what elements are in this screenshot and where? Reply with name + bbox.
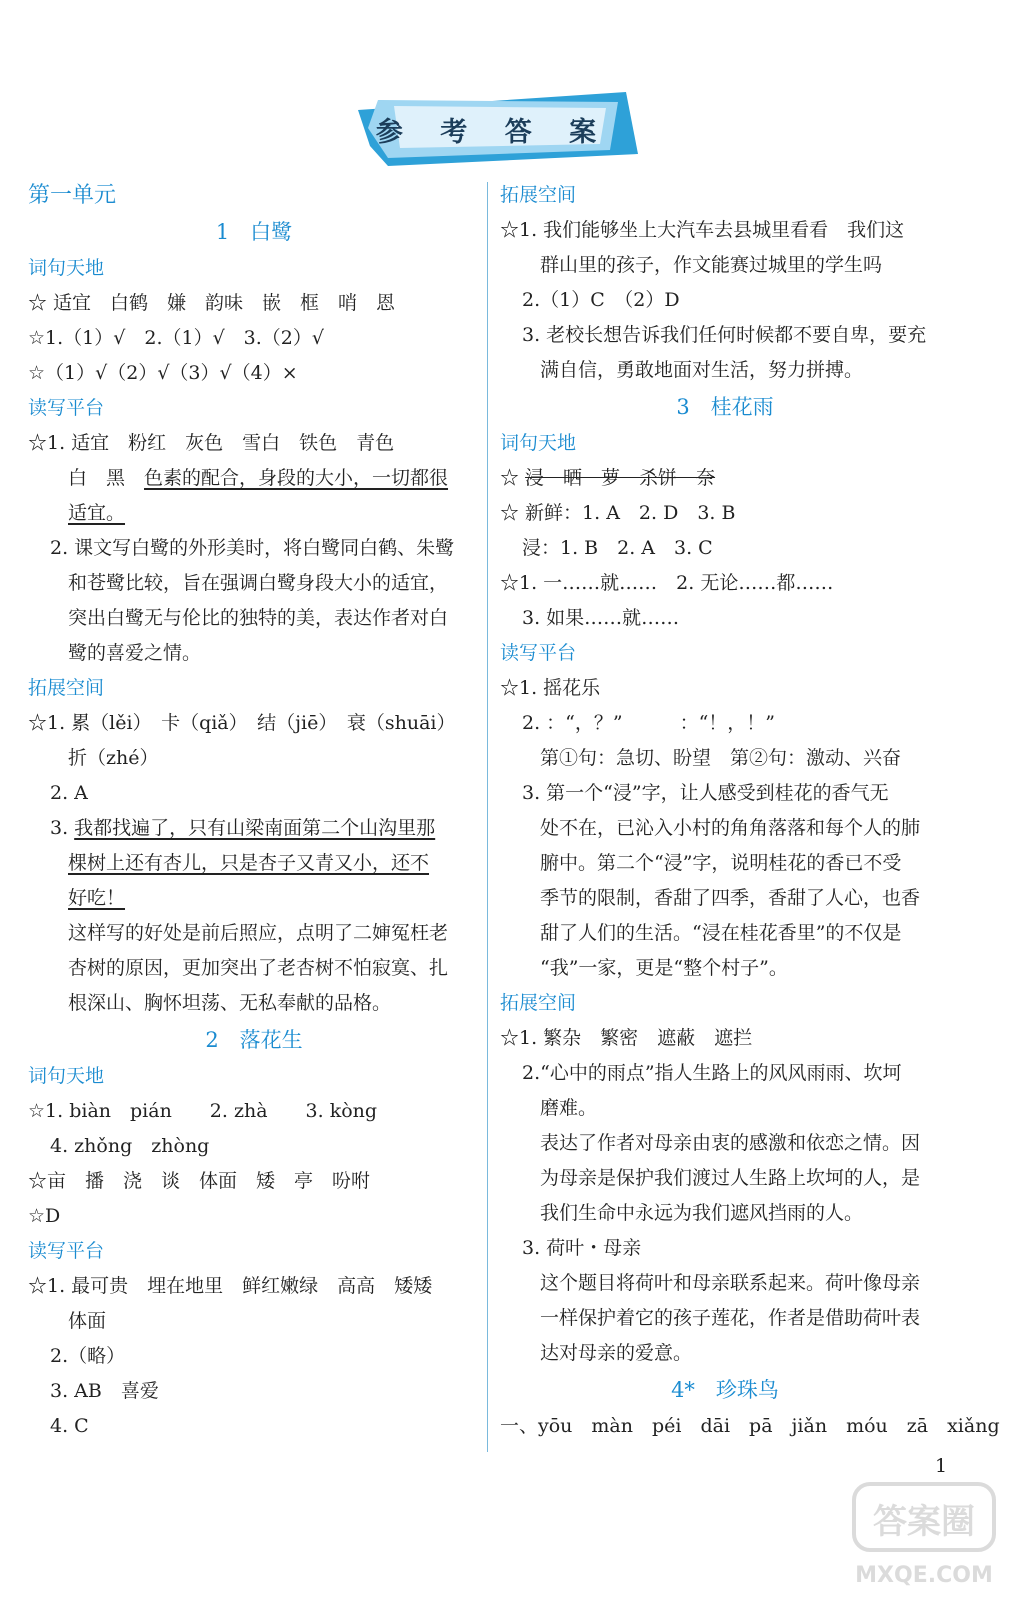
answer-line (500, 1126, 950, 1161)
answer-text: 2.“心中的雨点”指人生路上的风风雨雨、坎坷 (522, 1062, 902, 1084)
answer-text: 4. zhǒng zhòng (50, 1135, 210, 1157)
answer-text: 和苍鹭比较，旨在强调白鹭身段大小的适宜， (68, 572, 449, 594)
answer-text: ☆亩 播 浇 谈 体面 矮 亭 吩咐 (28, 1170, 371, 1192)
answer-line (500, 1161, 950, 1196)
answer-line (500, 1021, 950, 1056)
answer-text: 适宜。 (68, 502, 126, 524)
answer-line (500, 706, 950, 741)
answer-line (28, 1409, 480, 1444)
answer-text: ☆（1）√（2）√（3）√（4）× (28, 362, 298, 384)
answer-text: ☆1. 一……就…… 2. 无论……都…… (500, 572, 834, 594)
answer-line (28, 1269, 480, 1304)
section-heading: 词句天地 (28, 257, 105, 279)
answer-text: 3. 如果……就…… (522, 607, 680, 629)
answer-text: 棵树上还有杏儿，只是杏子又青又小，还不 (68, 852, 430, 874)
answer-text: 甜了人们的生活。“浸在桂花香里”的不仅是 (540, 922, 902, 944)
answer-text: 4. C (50, 1415, 89, 1437)
section-heading: 词句天地 (500, 432, 577, 454)
title-banner (348, 88, 638, 168)
answer-text: ☆D (28, 1205, 61, 1227)
section-heading: 拓展空间 (500, 992, 577, 1014)
answer-text: 3. 荷叶・母亲 (522, 1237, 642, 1259)
answer-line (500, 1409, 1000, 1444)
answer-line (500, 1301, 950, 1336)
answer-text: 这个题目将荷叶和母亲联系起来。荷叶像母亲 (540, 1272, 921, 1294)
answer-line (500, 1056, 950, 1091)
answer-line (28, 636, 480, 671)
underlined-text: 色素的配合，身段的大小，一切都很 (144, 467, 449, 489)
answer-line (500, 496, 950, 531)
answer-line (28, 496, 480, 531)
answer-text: 3. (50, 817, 75, 839)
answer-line (28, 1339, 480, 1374)
answer-text: 第①句：急切、盼望 第②句：激动、兴奋 (540, 747, 902, 769)
section-heading: 读写平台 (28, 397, 105, 419)
watermark-logo (850, 1478, 1000, 1593)
answer-text: 腑中。第二个“浸”字，说明桂花的香已不受 (540, 852, 902, 874)
lesson-title: 2 落花生 (205, 1028, 303, 1052)
answer-line (500, 248, 950, 283)
answer-line (28, 1304, 480, 1339)
answer-text: 浸：1. B 2. A 3. C (522, 537, 713, 559)
answer-text: 3. 第一个“浸”字，让人感受到桂花的香气无 (522, 782, 889, 804)
answer-text: 白 黑 (68, 467, 145, 489)
answer-text: ☆ 适宜 白鹤 嫌 韵味 嵌 框 哨 恩 (28, 292, 396, 314)
answer-text: ☆1.（1）√ 2.（1）√ 3.（2）√ (28, 327, 325, 349)
answer-text: 2. A (50, 782, 88, 804)
answer-line (28, 1094, 480, 1129)
answer-text: 3. AB 喜爱 (50, 1380, 159, 1402)
section-heading: 读写平台 (28, 1240, 105, 1262)
answer-text: ☆ 新鲜：1. A 2. D 3. B (500, 502, 736, 524)
answer-text: 这样写的好处是前后照应，点明了二婶冤枉老 (68, 922, 449, 944)
answer-line (500, 881, 950, 916)
answer-text: ☆1. 最可贵 埋在地里 鲜红嫩绿 高高 矮矮 (28, 1275, 433, 1297)
answer-line (500, 318, 950, 353)
answer-line (500, 811, 950, 846)
answer-line (28, 321, 480, 356)
unit-heading: 第一单元 (28, 183, 117, 208)
answer-text: 表达了作者对母亲由衷的感激和依恋之情。因 (540, 1132, 921, 1154)
answer-line (28, 986, 480, 1021)
answer-line (500, 951, 950, 986)
answer-text: 达对母亲的爱意。 (540, 1342, 693, 1364)
answer-line (28, 706, 480, 741)
answer-text: “我”一家，更是“整个村子”。 (540, 957, 788, 979)
answer-text: 2. ：“，？” ：“！，！” (522, 712, 776, 734)
answer-line (28, 461, 480, 496)
answer-line (500, 1336, 950, 1371)
right-column (500, 178, 1000, 1444)
svg-text:答案圈: 答案圈 (873, 1502, 975, 1542)
lesson-title: 4* 珍珠鸟 (671, 1378, 779, 1402)
answer-text: 2. 课文写白鹭的外形美时，将白鹭同白鹤、朱鹭 (50, 537, 455, 559)
answer-text: ☆1. 我们能够坐上大汽车去县城里看看 我们这 (500, 219, 905, 241)
answer-text: 3. 老校长想告诉我们任何时候都不要自卑，要充 (522, 324, 927, 346)
answer-line (500, 566, 950, 601)
answer-line (500, 916, 950, 951)
answer-text: 根深山、胸怀坦荡、无私奉献的品格。 (68, 992, 392, 1014)
page-title: 参 考 答 案 (375, 117, 611, 148)
answer-line (500, 1266, 950, 1301)
answer-text: ☆1. biàn pián 2. zhà 3. kòng (28, 1100, 378, 1122)
answer-text: ☆1. 繁杂 繁密 遮蔽 遮拦 (500, 1027, 753, 1049)
answer-line (500, 213, 950, 248)
answer-text: 为母亲是保护我们渡过人生路上坎坷的人，是 (540, 1167, 921, 1189)
answer-text: 季节的限制，香甜了四季，香甜了人心，也香 (540, 887, 921, 909)
answer-text: 一、yōu màn péi dāi pā jiǎn móu zā xiǎng (500, 1415, 1000, 1437)
answer-line (500, 846, 950, 881)
answer-text: ☆1. 适宜 粉红 灰色 雪白 铁色 青色 (28, 432, 395, 454)
answer-line (28, 1374, 480, 1409)
answer-line (500, 776, 950, 811)
answer-text: 我们生命中永远为我们遮风挡雨的人。 (540, 1202, 864, 1224)
answer-line (500, 741, 950, 776)
answer-text: 处不在，已沁入小村的角角落落和每个人的肺 (540, 817, 921, 839)
left-column (28, 178, 480, 1444)
answer-text: ☆1. 摇花乐 (500, 677, 601, 699)
answer-line (28, 846, 480, 881)
answer-line (500, 531, 950, 566)
section-heading: 拓展空间 (28, 677, 105, 699)
answer-text: 折（zhé） (68, 747, 159, 769)
answer-line (28, 1129, 480, 1164)
answer-line (28, 1199, 480, 1234)
answer-line (500, 283, 950, 318)
answer-text: 杏树的原因，更加突出了老杏树不怕寂寞、扎 (68, 957, 449, 979)
answer-text: 鹭的喜爱之情。 (68, 642, 202, 664)
answer-line (28, 601, 480, 636)
answer-line (28, 951, 480, 986)
answer-text: ☆1. 累（lěi） 卡（qiǎ） 结（jiē） 衰（shuāi） (28, 712, 456, 734)
answer-line (500, 1231, 950, 1266)
answer-line (28, 426, 480, 461)
answer-text: 一样保护着它的孩子莲花，作者是借助荷叶表 (540, 1307, 921, 1329)
answer-line (500, 671, 950, 706)
answer-text: 磨难。 (540, 1097, 598, 1119)
answer-line (28, 916, 480, 951)
answer-line (28, 566, 480, 601)
answer-text: 群山里的孩子，作文能赛过城里的学生吗 (540, 254, 883, 276)
answer-text: 2.（略） (50, 1345, 126, 1367)
answer-line (28, 356, 480, 391)
answer-text: 体面 (68, 1310, 107, 1332)
answer-text: 2.（1）C （2）D (522, 289, 680, 311)
lesson-title: 1 白鹭 (215, 220, 293, 244)
answer-line (500, 461, 950, 496)
underlined-text: 我都找遍了，只有山梁南面第二个山沟里那 (74, 817, 436, 839)
answer-line (28, 1164, 480, 1199)
answer-text: 突出白鹭无与伦比的独特的美，表达作者对白 (68, 607, 449, 629)
answer-text: ☆ (500, 467, 526, 489)
answer-line (28, 741, 480, 776)
answer-text: 满自信，勇敢地面对生活，努力拼搏。 (540, 359, 864, 381)
lesson-title: 3 桂花雨 (676, 395, 774, 419)
section-heading: 词句天地 (28, 1065, 105, 1087)
answer-line (500, 353, 950, 388)
answer-line (500, 1091, 950, 1126)
svg-text:MXQE.COM: MXQE.COM (855, 1563, 993, 1588)
section-heading: 读写平台 (500, 642, 577, 664)
page-number: 1 (935, 1455, 948, 1477)
answer-line (28, 286, 480, 321)
answer-line (28, 531, 480, 566)
answer-text: 好吃！ (68, 887, 126, 909)
answer-line (28, 776, 480, 811)
answer-line (500, 1196, 950, 1231)
answer-line (500, 601, 950, 636)
answer-line (28, 881, 480, 916)
answer-line (28, 811, 480, 846)
column-divider (487, 182, 488, 1452)
struck-text: 浸 晒 萝 杀饼 奈 (525, 467, 716, 489)
section-heading: 拓展空间 (500, 184, 577, 206)
